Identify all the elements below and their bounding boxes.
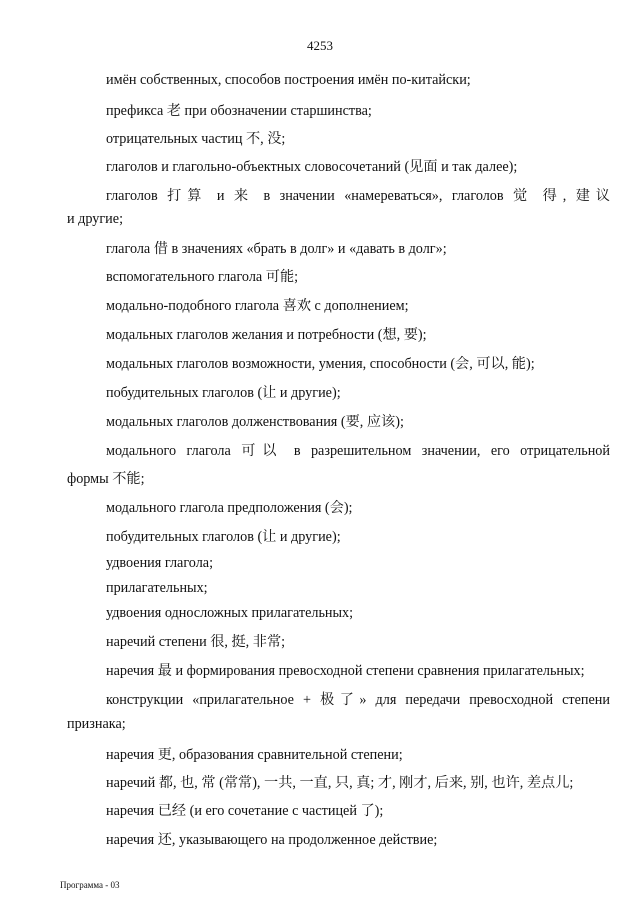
text-line: глаголов 打算 и 来 в значении «намереваться», глаголов 觉 得, 建议	[106, 188, 610, 204]
text-line: модальных глаголов желания и потребности (想, 要);	[106, 327, 427, 343]
text-line: признака;	[67, 716, 126, 732]
text-line: побудительных глаголов (让 и другие);	[106, 529, 341, 545]
text-line: побудительных глаголов (让 и другие);	[106, 385, 341, 401]
text-line: модально-подобного глагола 喜欢 с дополнением;	[106, 298, 409, 314]
text-line: отрицательных частиц 不, 没;	[106, 131, 286, 147]
text-line: глаголов и глагольно-объектных словосочетаний (见面 и так далее);	[106, 159, 518, 175]
text-line: наречия 最 и формирования превосходной степени сравнения прилагательных;	[106, 663, 585, 679]
page-number: 4253	[307, 38, 333, 53]
text-line: имён собственных, способов построения имён по-китайски;	[106, 72, 471, 88]
text-line: конструкции «прилагательное + 极了» для передачи превосходной степени	[106, 692, 610, 708]
text-line: удвоения глагола;	[106, 555, 214, 571]
text-line: модальных глаголов долженствования (要, 应该);	[106, 414, 404, 430]
text-line: наречий 都, 也, 常 (常常), 一共, 一直, 只, 真; 才, 刚才, 后来, 别, 也许, 差点儿;	[106, 775, 574, 791]
text-line: удвоения односложных прилагательных;	[106, 605, 354, 621]
text-line: модального глагола 可以 в разрешительном значении, его отрицательной	[106, 443, 610, 459]
text-line: модальных глаголов возможности, умения, способности (会, 可以, 能);	[106, 356, 535, 372]
page-footer: Программа - 03	[60, 880, 120, 890]
text-line: наречия 更, образования сравнительной степени;	[106, 747, 403, 763]
text-line: префикса 老 при обозначении старшинства;	[106, 103, 372, 119]
text-line: модального глагола предположения (会);	[106, 500, 353, 516]
text-line: наречий степени 很, 挺, 非常;	[106, 634, 286, 650]
text-line: прилагательных;	[106, 580, 208, 596]
text-line: наречия 已经 (и его сочетание с частицей 了);	[106, 803, 384, 819]
text-line: вспомогательного глагола 可能;	[106, 269, 299, 285]
text-line: и другие;	[67, 211, 124, 227]
text-line: формы 不能;	[67, 471, 145, 487]
text-line: наречия 还, указывающего на продолженное действие;	[106, 832, 438, 848]
text-line: глагола 借 в значениях «брать в долг» и «давать в долг»;	[106, 241, 447, 257]
